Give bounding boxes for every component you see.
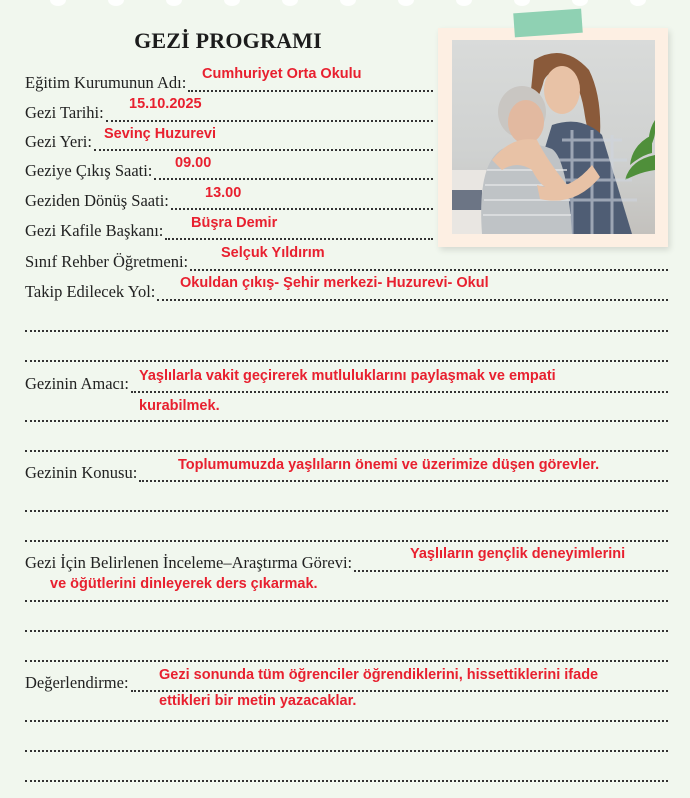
answer-line[interactable]	[25, 402, 668, 422]
field-label: Değerlendirme:	[25, 673, 129, 692]
notebook-hole	[630, 0, 646, 6]
answer-line[interactable]	[25, 732, 668, 752]
answer-line[interactable]	[25, 642, 668, 662]
answer-place: Sevinç Huzurevi	[104, 126, 217, 142]
answer-route: Okuldan çıkış- Şehir merkezi- Huzurevi- Okul	[180, 275, 489, 291]
answer-evaluation-line1: Gezi sonunda tüm öğrenciler öğrendiklerini, hissettiklerini ifade	[159, 667, 599, 683]
field-label: Sınıf Rehber Öğretmeni:	[25, 252, 189, 271]
answer-line[interactable]	[25, 342, 668, 362]
answer-line[interactable]	[25, 492, 668, 512]
notebook-hole	[340, 0, 356, 6]
notebook-hole	[50, 0, 66, 6]
field-label: Takip Edilecek Yol:	[25, 282, 156, 301]
answer-return-time: 13.00	[205, 185, 242, 201]
answer-class-teacher: Selçuk Yıldırım	[221, 245, 325, 261]
field-label: Gezi İçin Belirlenen İnceleme–Araştırma Görevi:	[25, 553, 353, 572]
field-class-teacher	[25, 247, 668, 271]
field-label: Geziye Çıkış Saati:	[25, 161, 153, 180]
blank-line	[25, 608, 668, 632]
field-label: Gezinin Amacı:	[25, 374, 130, 393]
answer-group-leader: Büşra Demir	[191, 215, 278, 231]
field-label: Geziden Dönüş Saati:	[25, 191, 169, 210]
field-label: Gezinin Konusu:	[25, 463, 138, 482]
field-label: Eğitim Kurumunun Adı:	[25, 73, 187, 92]
photo-illustration	[452, 40, 655, 234]
answer-institution: Cumhuriyet Orta Okulu	[202, 66, 362, 82]
answer-purpose-line2: kurabilmek.	[139, 398, 220, 414]
field-date	[25, 98, 433, 122]
field-label: Gezi Tarihi:	[25, 103, 104, 122]
field-departure-time	[25, 156, 433, 180]
blank-line	[25, 428, 668, 452]
field-label: Gezi Kafile Başkanı:	[25, 221, 164, 240]
answer-research-task-line1: Yaşlıların gençlik deneyimlerini	[410, 546, 626, 562]
notebook-hole	[398, 0, 414, 6]
blank-line	[25, 488, 668, 512]
blank-line	[25, 398, 668, 422]
photo-frame	[438, 28, 668, 247]
answer-line[interactable]	[25, 612, 668, 632]
notebook-hole	[282, 0, 298, 6]
field-place	[25, 127, 433, 151]
answer-line[interactable]	[25, 312, 668, 332]
page-title: GEZİ PROGRAMI	[134, 28, 322, 53]
blank-line	[25, 728, 668, 752]
photo-elderly-woman-hug	[452, 40, 655, 234]
answer-line[interactable]	[25, 522, 668, 542]
answer-purpose-line1: Yaşlılarla vakit geçirerek mutluluklarını paylaşmak ve empati	[139, 368, 556, 384]
answer-topic: Toplumumuzda yaşlıların önemi ve üzerimize düşen görevler.	[178, 457, 600, 473]
notebook-hole	[572, 0, 588, 6]
answer-date: 15.10.2025	[129, 96, 202, 112]
notebook-hole	[166, 0, 182, 6]
blank-line	[25, 338, 668, 362]
answer-line[interactable]	[25, 762, 668, 782]
answer-evaluation-line2: ettikleri bir metin yazacaklar.	[159, 693, 357, 709]
blank-line	[25, 638, 668, 662]
blank-line	[25, 698, 668, 722]
answer-departure-time: 09.00	[175, 155, 212, 171]
notebook-hole	[456, 0, 472, 6]
decorative-tape	[513, 9, 583, 38]
answer-research-task-line2: ve öğütlerini dinleyerek ders çıkarmak.	[50, 576, 318, 592]
blank-line	[25, 308, 668, 332]
notebook-hole	[514, 0, 530, 6]
field-label: Gezi Yeri:	[25, 132, 92, 151]
answer-line[interactable]	[25, 702, 668, 722]
notebook-hole	[108, 0, 124, 6]
notebook-hole	[224, 0, 240, 6]
blank-line	[25, 758, 668, 782]
answer-line[interactable]	[25, 432, 668, 452]
blank-line	[25, 518, 668, 542]
